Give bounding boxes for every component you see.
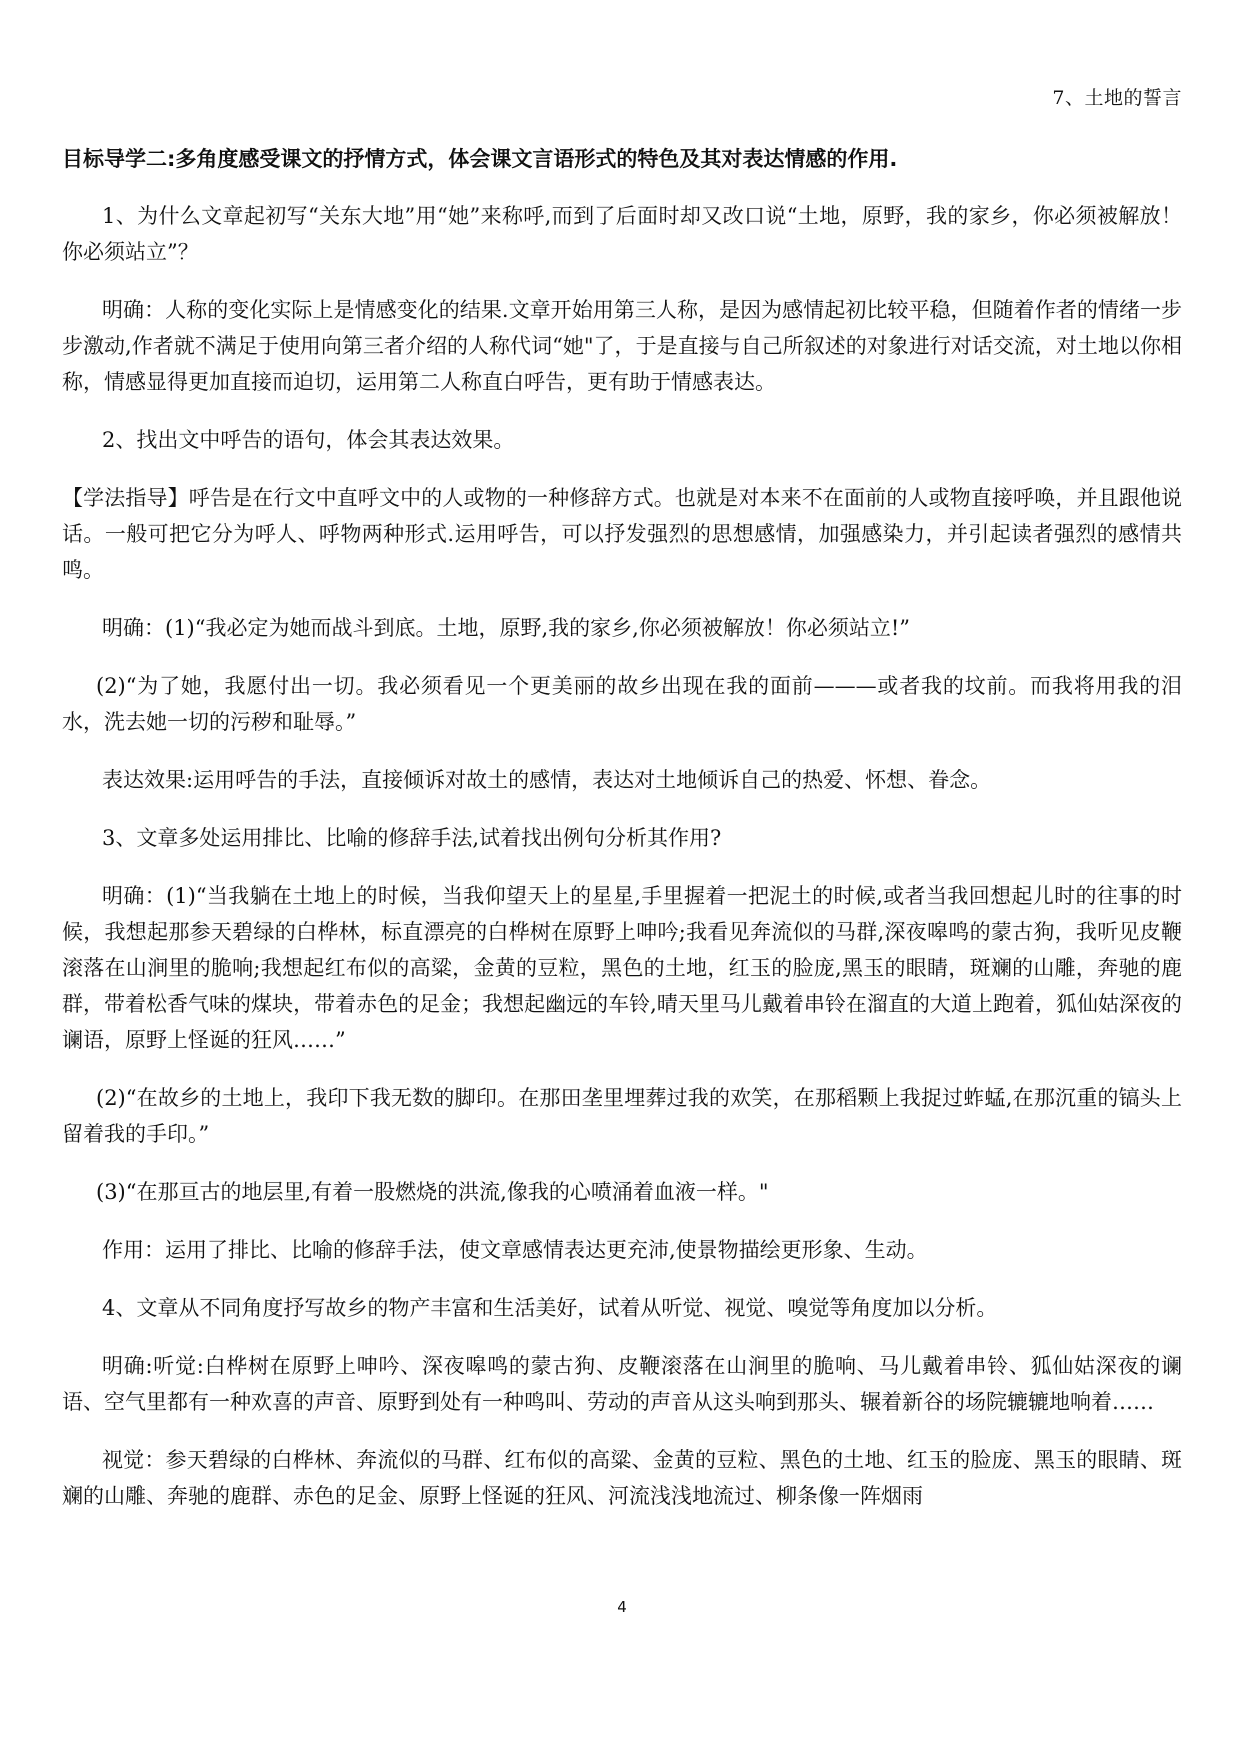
- section-heading: 目标导学二:多角度感受课文的抒情方式，体会课文言语形式的特色及其对表达情感的作用.: [62, 147, 898, 171]
- answer-4-hearing: 明确:听觉:白桦树在原野上呻吟、深夜嗥鸣的蒙古狗、皮鞭滚落在山涧里的脆响、马儿戴着串铃、狐仙姑深夜的谰语、空气里都有一种欢喜的声音、原野到处有一种鸣叫、劳动的声音从这头响到那头、辗着新谷的场院辘辘地响着……: [62, 1354, 1182, 1414]
- document-page: [62, 0, 1182, 1754]
- page-content: [62, 146, 1182, 1536]
- answer-2-item-2: (2)“为了她，我愿付出一切。我必须看见一个更美丽的故乡出现在我的面前———或者我的坟前。而我将用我的泪水，洗去她一切的污秽和耻辱。”: [62, 674, 1182, 734]
- answer-3-item-1: 明确：(1)“当我躺在土地上的时候，当我仰望天上的星星,手里握着一把泥土的时候,或者当我回想起儿时的往事的时候，我想起那参天碧绿的白桦林，标直漂亮的白桦树在原野上呻吟;我看见奔流似的马群,深夜嗥鸣的蒙古狗，我听见皮鞭滚落在山涧里的脆响;我想起红布似的高粱，金黄的豆粒，黑色的土地，红玉的脸庞,黑玉的眼睛，斑斓的山雕，奔驰的鹿群，带着松香气味的煤块，带着赤色的足金；我想起幽远的车铃,晴天里马儿戴着串铃在溜直的大道上跑着，狐仙姑深夜的谰语，原野上怪诞的狂风……”: [62, 884, 1182, 1052]
- page-number: 4: [617, 1598, 627, 1616]
- method-guide: 【学法指导】呼告是在行文中直呼文中的人或物的一种修辞方式。也就是对本来不在面前的人或物直接呼唤，并且跟他说话。一般可把它分为呼人、呼物两种形式.运用呼告，可以抒发强烈的思想感情，加强感染力，并引起读者强烈的感情共鸣。: [62, 486, 1182, 582]
- running-header: 7、土地的誓言: [1052, 87, 1182, 109]
- expression-effect: 表达效果:运用呼告的手法，直接倾诉对故土的感情，表达对土地倾诉自己的热爱、怀想、眷念。: [102, 768, 992, 792]
- rhetoric-effect: 作用：运用了排比、比喻的修辞手法，使文章感情表达更充沛,使景物描绘更形象、生动。: [102, 1238, 928, 1262]
- question-4: 4、文章从不同角度抒写故乡的物产丰富和生活美好，试着从听觉、视觉、嗅觉等角度加以分析。: [102, 1296, 998, 1320]
- question-1: 1、为什么文章起初写“关东大地”用“她”来称呼,而到了后面时却又改口说“土地，原野，我的家乡，你必须被解放！你必须站立”？: [62, 204, 1182, 264]
- answer-3-item-3: (3)“在那亘古的地层里,有着一股燃烧的洪流,像我的心喷涌着血液一样。": [96, 1180, 769, 1204]
- answer-3-item-2: (2)“在故乡的土地上，我印下我无数的脚印。在那田垄里埋葬过我的欢笑，在那稻颗上我捉过蚱蜢,在那沉重的镐头上留着我的手印。”: [62, 1086, 1182, 1146]
- answer-4-vision: 视觉：参天碧绿的白桦林、奔流似的马群、红布似的高粱、金黄的豆粒、黑色的土地、红玉的脸庞、黑玉的眼睛、斑斓的山雕、奔驰的鹿群、赤色的足金、原野上怪诞的狂风、河流浅浅地流过、柳条像一阵烟雨: [62, 1448, 1182, 1508]
- answer-2-item-1: 明确：(1)“我必定为她而战斗到底。土地，原野,我的家乡,你必须被解放！你必须站立!”: [102, 616, 911, 640]
- answer-1: 明确：人称的变化实际上是情感变化的结果.文章开始用第三人称，是因为感情起初比较平稳，但随着作者的情绪一步步激动,作者就不满足于使用向第三者介绍的人称代词“她"了，于是直接与自己所叙述的对象进行对话交流，对土地以你相称，情感显得更加直接而迫切，运用第二人称直白呼告，更有助于情感表达。: [62, 298, 1182, 394]
- question-2: 2、找出文中呼告的语句，体会其表达效果。: [102, 428, 515, 452]
- question-3: 3、文章多处运用排比、比喻的修辞手法,试着找出例句分析其作用?: [102, 826, 722, 850]
